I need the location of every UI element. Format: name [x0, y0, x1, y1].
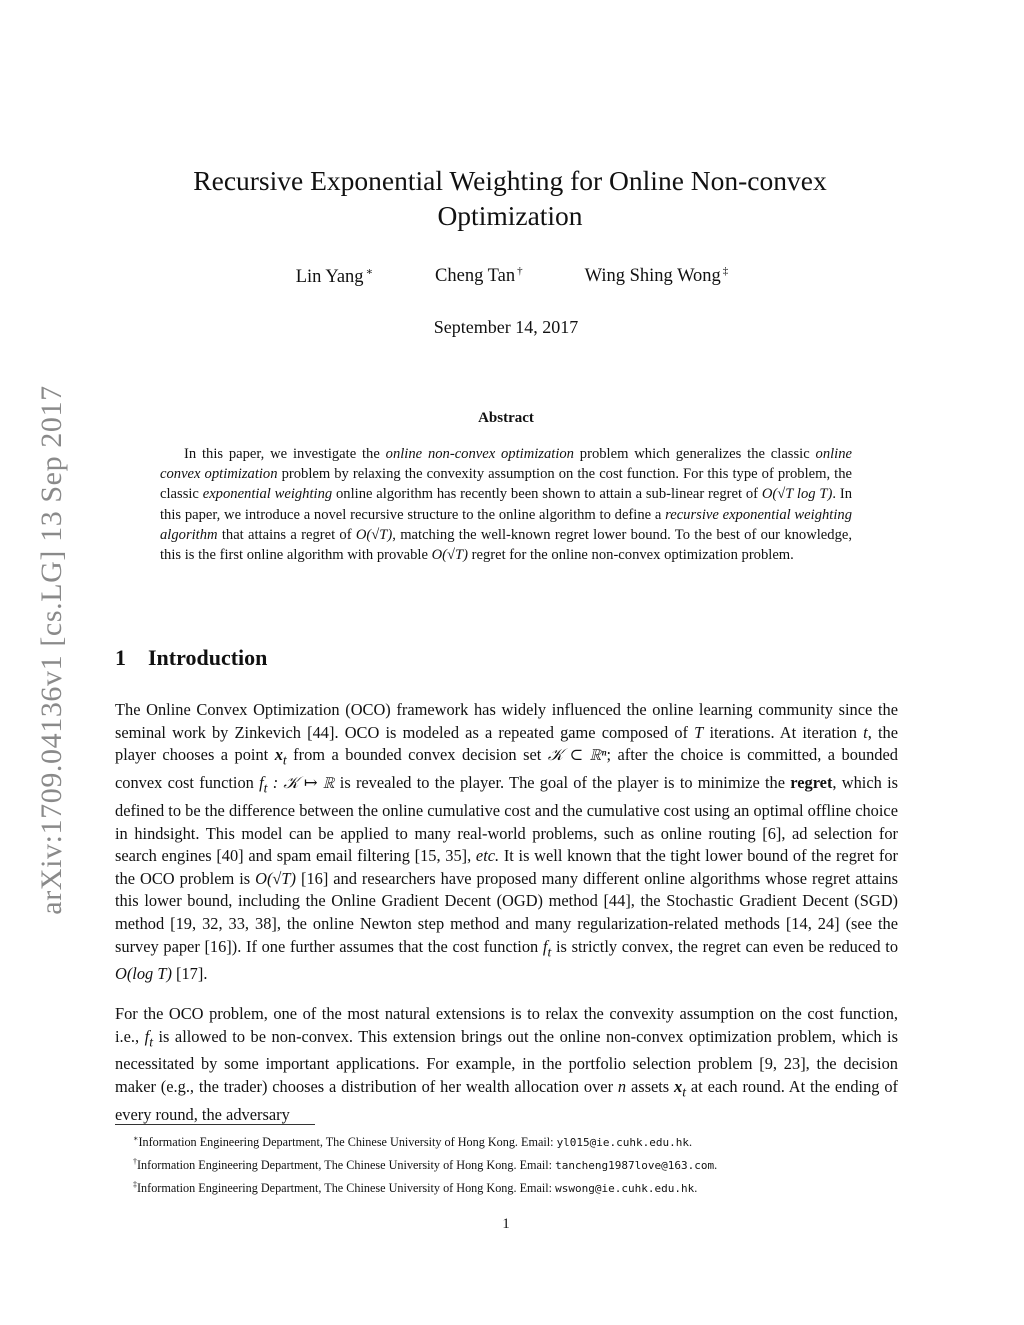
paper-title: Recursive Exponential Weighting for Online Non-convex Optimization	[193, 165, 827, 231]
author-list	[0, 265, 1024, 288]
publication-date: September 14, 2017	[433, 317, 579, 337]
email-link[interactable]: wswong@ie.cuhk.edu.hk	[555, 1182, 695, 1196]
abstract-body: In this paper, we investigate the online non-convex optimization problem which generalizes the classic online convex optimization problem by relaxing the convexity assumption on the cost function. For this type of problem, the classic exponential weighting online algorithm has recently been shown to attain a sub-linear regret of O(√T log T). In this paper, we introduce a novel recursive structure to the online algorithm to define a recursive exponential weighting algorithm that attains a regret of O(√T), matching the well-known regret lower bound. To the best of our knowledge, this is the first online algorithm with provable O(√T) regret for the online non-convex optimization problem.	[160, 446, 852, 564]
author-3: Wing Shing Wong ‡	[584, 265, 729, 287]
body-paragraph-2: For the OCO problem, one of the most natural extensions is to relax the convexity assumption on the cost function, i.e., $f_t$ is allowed to be non-convex. This extension brings out the online non-convex optimization problem, which is necessitated by some important applications. For example, in the portfolio selection problem [9, 23], the decision maker (e.g., the trader) chooses a distribution of her wealth allocation over n assets $x_t$ at each round. At the ending of every round, the adversary	[115, 1004, 898, 1124]
footnote-2: †Information Engineering Department, The Chinese University of Hong Kong. Email: tancheng1987love@163.com.	[133, 1157, 718, 1173]
section-heading-introduction: 1 Introduction	[115, 645, 268, 670]
arxiv-identifier-stamp: arXiv:1709.04136v1 [cs.LG] 13 Sep 2017	[35, 385, 68, 915]
email-link[interactable]: tancheng1987love@163.com	[555, 1159, 715, 1173]
footnote-1: ∗Information Engineering Department, The Chinese University of Hong Kong. Email: yl015@ie.cuhk.edu.hk.	[133, 1134, 693, 1150]
body-paragraph-1: The Online Convex Optimization (OCO) framework has widely influenced the online learning community since the seminal work by Zinkevich [44]. OCO is modeled as a repeated game composed of T iterations. At iteration t, the player chooses a point $x_t$ from a bounded convex decision set 𝒦 ⊂ ℝⁿ; after the choice is committed, a bounded convex cost function $f_t$ : 𝒦 ↦ ℝ is revealed to the player. The goal of the player is to minimize the regret, which is defined to be the difference between the online cumulative cost and the cumulative cost using an optimal offline choice in hindsight. This model can be applied to many real-world problems, such as online routing [6], ad selection for search engines [40] and spam email filtering [15, 35], etc. It is well known that the tight lower bound of the regret for the OCO problem is O(√T) [16] and researchers have proposed many different online algorithms whose regret attains this lower bound, including the Online Gradient Decent (OGD) method [44], the Stochastic Gradient Decent (SGD) method [19, 32, 33, 38], the online Newton step method and many regularization-related methods [14, 24] (see the survey paper [16]). If one further assumes that the cost function $f_t$ is strictly convex, the regret can even be reduced to O(log T) [17].	[115, 700, 899, 984]
author-1: Lin Yang ∗	[295, 266, 374, 288]
author-2: Cheng Tan †	[435, 265, 523, 287]
email-link[interactable]: yl015@ie.cuhk.edu.hk	[556, 1136, 690, 1150]
footnote-3: ‡Information Engineering Department, The Chinese University of Hong Kong. Email: wswong@ie.cuhk.edu.hk.	[133, 1180, 698, 1196]
page-number: 1	[502, 1216, 510, 1232]
footnote-divider	[115, 1124, 315, 1125]
abstract-heading: Abstract	[478, 410, 534, 426]
footnotes	[133, 1129, 913, 1198]
